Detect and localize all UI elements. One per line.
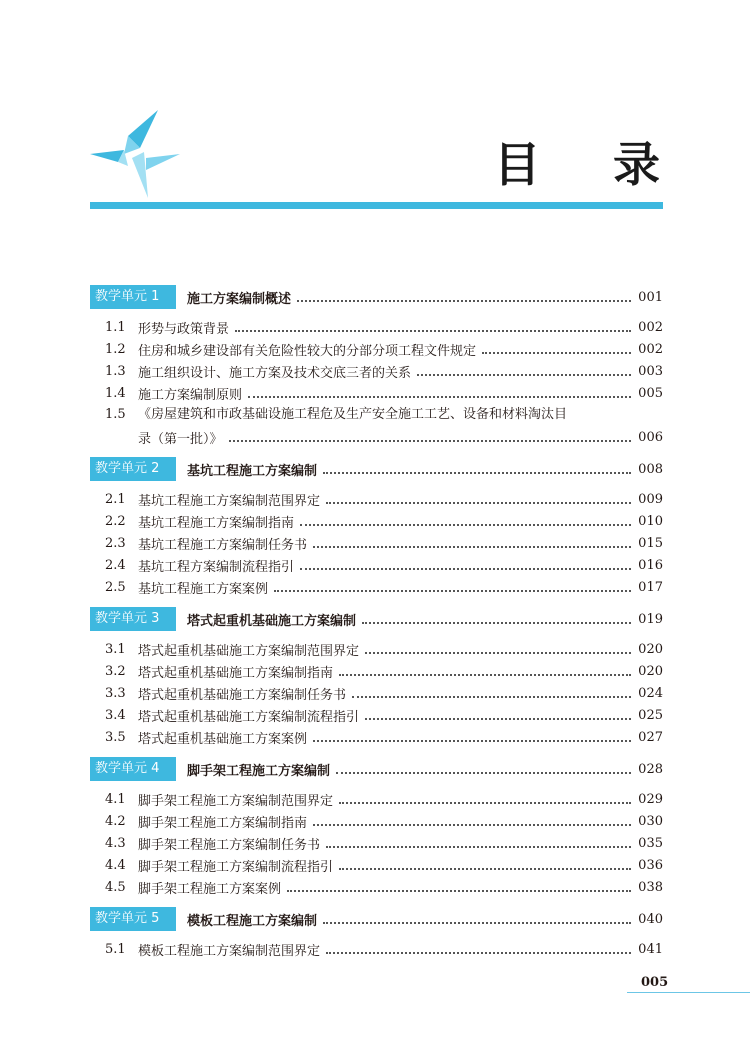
table-of-contents	[90, 284, 663, 960]
dot-leader	[417, 374, 631, 376]
dot-leader	[326, 846, 631, 848]
dot-leader	[326, 952, 631, 954]
entry-number: 4.5	[105, 879, 126, 895]
toc-entry[interactable]	[90, 338, 663, 360]
entry-number: 1.4	[105, 385, 126, 401]
page-number: 041	[638, 941, 663, 957]
toc-unit-1[interactable]	[90, 284, 663, 310]
toc-entry[interactable]	[90, 660, 663, 682]
entry-number: 3.5	[105, 729, 126, 745]
unit-title: 脚手架工程施工方案编制	[187, 763, 331, 779]
toc-entry[interactable]	[90, 832, 663, 854]
page-number: 017	[638, 579, 663, 595]
entry-number: 1.2	[105, 341, 126, 357]
entry-number: 2.5	[105, 579, 126, 595]
dot-leader	[235, 330, 631, 332]
page-number: 028	[638, 761, 663, 777]
entry-number: 1.5	[105, 407, 126, 422]
entry-number: 3.3	[105, 685, 126, 701]
star-logo-icon	[88, 108, 180, 200]
dot-leader	[323, 472, 631, 474]
entry-title: 塔式起重机基础施工方案编制任务书	[138, 687, 347, 703]
entry-title: 基坑工程施工方案编制指南	[138, 515, 295, 531]
page-number: 008	[638, 461, 663, 477]
entry-title: 基坑工程施工方案编制范围界定	[138, 493, 321, 509]
page-number: 009	[638, 491, 663, 507]
toc-entry[interactable]	[90, 554, 663, 576]
page-number: 015	[638, 535, 663, 551]
entry-number: 4.4	[105, 857, 126, 873]
dot-leader	[352, 696, 631, 698]
page-number: 016	[638, 557, 663, 573]
unit-badge: 教学单元 5	[90, 907, 176, 931]
toc-entry[interactable]	[90, 316, 663, 338]
page-number: 027	[638, 729, 663, 745]
page-number: 003	[638, 363, 663, 379]
entry-number: 2.1	[105, 491, 126, 507]
unit-badge: 教学单元 4	[90, 757, 176, 781]
toc-entry[interactable]	[90, 854, 663, 876]
entry-title: 脚手架工程施工方案编制指南	[138, 815, 308, 831]
page-number: 038	[638, 879, 663, 895]
dot-leader	[339, 802, 631, 804]
entry-number: 5.1	[105, 941, 126, 957]
entry-number: 3.4	[105, 707, 126, 723]
title-underline-bar	[90, 202, 663, 209]
entry-title: 塔式起重机基础施工方案编制范围界定	[138, 643, 360, 659]
dot-leader	[339, 674, 631, 676]
dot-leader	[313, 740, 631, 742]
unit-badge: 教学单元 3	[90, 607, 176, 631]
entry-number: 3.2	[105, 663, 126, 679]
toc-entry[interactable]	[90, 788, 663, 810]
entry-title: 模板工程施工方案编制范围界定	[138, 943, 321, 959]
unit-badge: 教学单元 2	[90, 457, 176, 481]
footer-page-number: 005	[641, 975, 669, 990]
dot-leader	[339, 868, 631, 870]
toc-entry[interactable]	[90, 810, 663, 832]
unit-title: 塔式起重机基础施工方案编制	[187, 613, 357, 629]
entry-title: 脚手架工程施工方案编制任务书	[138, 837, 321, 853]
dot-leader	[313, 824, 631, 826]
toc-unit-5[interactable]	[90, 906, 663, 932]
entry-title: 住房和城乡建设部有关危险性较大的分部分项工程文件规定	[138, 343, 477, 359]
dot-leader	[365, 652, 631, 654]
page-number: 025	[638, 707, 663, 723]
toc-entry[interactable]	[90, 704, 663, 726]
entry-title: 塔式起重机基础施工方案编制指南	[138, 665, 334, 681]
page-number: 002	[638, 319, 663, 335]
entry-number: 3.1	[105, 641, 126, 657]
entry-title: 基坑工程施工方案案例	[138, 581, 269, 597]
toc-unit-2[interactable]	[90, 456, 663, 482]
dot-leader	[300, 524, 631, 526]
entry-title: 脚手架工程施工方案编制范围界定	[138, 793, 334, 809]
entry-title: 施工组织设计、施工方案及技术交底三者的关系	[138, 365, 412, 381]
entry-number: 4.1	[105, 791, 126, 807]
footer-rule	[627, 992, 750, 993]
page-number: 020	[638, 663, 663, 679]
entry-title-line-2: 录（第一批）》	[138, 431, 223, 447]
entry-title: 脚手架工程施工方案案例	[138, 881, 282, 897]
dot-leader	[326, 502, 631, 504]
page-number: 020	[638, 641, 663, 657]
toc-entry[interactable]	[90, 510, 663, 532]
toc-entry[interactable]	[90, 576, 663, 598]
unit-title: 模板工程施工方案编制	[187, 913, 318, 929]
dot-leader	[229, 440, 631, 442]
toc-entry[interactable]	[90, 726, 663, 748]
toc-entry[interactable]	[90, 382, 663, 404]
entry-number: 4.3	[105, 835, 126, 851]
entry-title-line-1: 《房屋建筑和市政基础设施工程危及生产安全施工工艺、设备和材料淘汰目	[138, 407, 568, 422]
page-number: 001	[638, 289, 663, 305]
dot-leader	[287, 890, 631, 892]
entry-title: 基坑工程施工方案编制任务书	[138, 537, 308, 553]
entry-number: 2.4	[105, 557, 126, 573]
page-number: 040	[638, 911, 663, 927]
unit-title: 施工方案编制概述	[187, 291, 292, 307]
entry-title: 脚手架工程施工方案编制流程指引	[138, 859, 334, 875]
page-number: 005	[638, 385, 663, 401]
dot-leader	[274, 590, 631, 592]
dot-leader	[248, 396, 631, 398]
dot-leader	[297, 300, 631, 302]
dot-leader	[300, 568, 631, 570]
toc-entry[interactable]	[90, 682, 663, 704]
dot-leader	[323, 922, 631, 924]
unit-badge: 教学单元 1	[90, 285, 176, 309]
toc-unit-3[interactable]	[90, 606, 663, 632]
dot-leader	[482, 352, 631, 354]
entry-number: 1.3	[105, 363, 126, 379]
dot-leader	[313, 546, 631, 548]
page-number: 010	[638, 513, 663, 529]
entry-number: 2.2	[105, 513, 126, 529]
toc-unit-4[interactable]	[90, 756, 663, 782]
page-number: 035	[638, 835, 663, 851]
entry-number: 4.2	[105, 813, 126, 829]
entry-title: 形势与政策背景	[138, 321, 230, 337]
entry-title: 基坑工程方案编制流程指引	[138, 559, 295, 575]
entry-title: 塔式起重机基础施工方案案例	[138, 731, 308, 747]
toc-entry[interactable]	[90, 404, 663, 448]
page-number: 006	[638, 429, 663, 445]
page-number: 002	[638, 341, 663, 357]
toc-entry[interactable]	[90, 488, 663, 510]
toc-entry[interactable]	[90, 532, 663, 554]
toc-entry[interactable]	[90, 360, 663, 382]
page-number: 036	[638, 857, 663, 873]
entry-title: 施工方案编制原则	[138, 387, 243, 403]
page-title: 目 录	[493, 138, 688, 193]
toc-entry[interactable]	[90, 876, 663, 898]
dot-leader	[365, 718, 631, 720]
page-number: 029	[638, 791, 663, 807]
page-number: 019	[638, 611, 663, 627]
toc-entry[interactable]	[90, 938, 663, 960]
page-number: 024	[638, 685, 663, 701]
entry-number: 1.1	[105, 319, 126, 335]
entry-title: 塔式起重机基础施工方案编制流程指引	[138, 709, 360, 725]
dot-leader	[362, 622, 631, 624]
unit-title: 基坑工程施工方案编制	[187, 463, 318, 479]
page-number: 030	[638, 813, 663, 829]
entry-number: 2.3	[105, 535, 126, 551]
toc-entry[interactable]	[90, 638, 663, 660]
dot-leader	[336, 772, 631, 774]
